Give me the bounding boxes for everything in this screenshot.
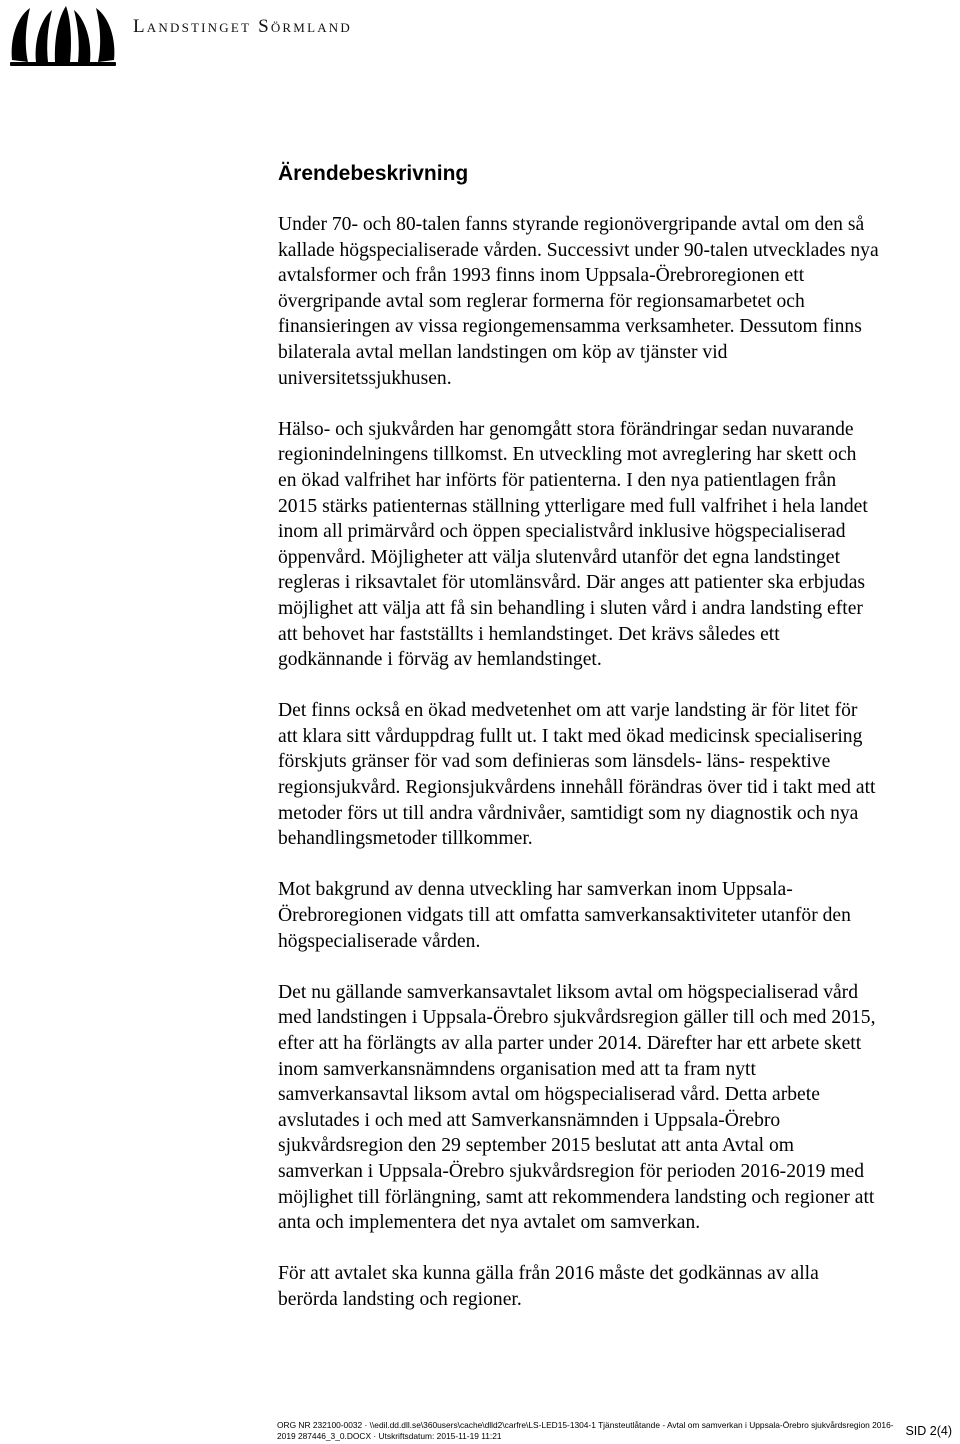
paragraph-line: inom samverkansnämndens organisation med att ta fram nytt — [278, 1058, 756, 1080]
paragraph-line: metoder förs ut till andra vårdnivåer, samtidigt som ny diagnostik och nya — [278, 802, 859, 824]
paragraph-line: att klara sitt vårduppdrag fullt ut. I takt med ökad medicinsk specialisering — [278, 725, 863, 747]
organization-name: Landstinget Sörmland — [133, 16, 352, 37]
paragraph-line: regionsjukvård. Regionsjukvårdens innehåll förändras över tid i takt med att — [278, 777, 876, 799]
paragraph-line: samverkansavtal liksom avtal om högspecialiserad vård. Detta arbete — [278, 1084, 820, 1106]
paragraph-line: Det finns också en ökad medvetenhet om att varje landsting är för litet för — [278, 700, 858, 722]
paragraph-line: finansieringen av vissa regiongemensamma verksamheter. Dessutom finns — [278, 316, 862, 338]
paragraph-line: öppenvård. Möjligheter att välja slutenvård utanför det egna landstinget — [278, 546, 841, 568]
page-number: SID 2(4) — [905, 1424, 952, 1438]
paragraph-line: 2015 stärks patienternas ställning ytterligare med full valfrihet i hela landet — [278, 495, 868, 517]
paragraph-line: med landstingen i Uppsala-Örebro sjukvårdsregion gäller till och med 2015, — [278, 1007, 876, 1029]
paragraph-line: avtalsformer och från 1993 finns inom Uppsala-Örebroregionen ett — [278, 265, 805, 287]
paragraph-line: berörda landsting och regioner. — [278, 1288, 522, 1310]
paragraph-line: godkännande i förväg av hemlandstinget. — [278, 649, 602, 671]
paragraph — [278, 417, 958, 673]
paragraph-line: Det nu gällande samverkansavtalet liksom avtal om högspecialiserad vård — [278, 981, 859, 1003]
paragraph-line: anta och implementera det nya avtalet om samverkan. — [278, 1212, 701, 1234]
landstinget-logo — [8, 4, 118, 68]
paragraph-line: behandlingsmetoder tillkommer. — [278, 828, 533, 850]
paragraph-line: en ökad valfrihet har införts för patienterna. I den nya patientlagen från — [278, 469, 837, 491]
paragraph-line: Mot bakgrund av denna utveckling har samverkan inom Uppsala- — [278, 879, 793, 901]
document-footer — [277, 1420, 894, 1442]
paragraph-line: möjlighet att välja att få sin behandling i sluten vård i andra landsting efter — [278, 597, 863, 619]
paragraph-line: kallade högspecialiserade vården. Successivt under 90-talen utvecklades nya — [278, 239, 879, 261]
paragraph-line: inom all primärvård och öppen specialistvård inklusive högspecialiserad — [278, 521, 846, 543]
paragraph-line: regleras i riksavtalet för utomlänsvård. Där anges att patienter ska erbjudas — [278, 572, 866, 594]
paragraph-line: Under 70- och 80-talen fanns styrande regionövergripande avtal om den så — [278, 214, 865, 235]
paragraph-line: samverkan i Uppsala-Örebro sjukvårdsregion för perioden 2016-2019 med — [278, 1160, 865, 1182]
footer-print-date-line: 2019 287446_3_0.DOCX · Utskriftsdatum: 2015-11-19 11:21 — [277, 1431, 502, 1441]
paragraph-line: bilaterala avtal mellan landstingen om köp av tjänster vid — [278, 341, 728, 363]
paragraph-line: sjukvårdsregion den 29 september 2015 beslutat att anta Avtal om — [278, 1135, 795, 1157]
paragraph — [278, 1261, 958, 1312]
document-body — [278, 212, 958, 1313]
footer-file-path-line: ORG NR 232100-0032 · \\edil.dd.dll.se\360users\cache\dlld2\carfre\LS-LED15-1304-1 Tjänsteutlåtande - Avtal om samverkan i Uppsala-Örebro sjukvårdsregion 2016- — [277, 1420, 894, 1430]
paragraph — [278, 980, 958, 1236]
paragraph-line: att behovet har fastställts i hemlandstinget. Det krävs således ett — [278, 623, 780, 645]
paragraph-line: avslutades i och med att Samverkansnämnden i Uppsala-Örebro — [278, 1109, 781, 1131]
section-heading: Ärendebeskrivning — [278, 162, 469, 185]
paragraph — [278, 877, 958, 954]
paragraph-line: övergripande avtal som reglerar formerna för regionsamarbetet och — [278, 290, 805, 312]
paragraph-line: Hälso- och sjukvården har genomgått stora förändringar sedan nuvarande — [278, 418, 854, 440]
crown-emblem — [10, 6, 116, 66]
paragraph-line: förskjuts gränser för vad som definieras som länsdels- läns- respektive — [278, 751, 831, 773]
paragraph-line: För att avtalet ska kunna gälla från 2016 måste det godkännas av alla — [278, 1263, 819, 1285]
paragraph — [278, 212, 958, 391]
paragraph-line: högspecialiserade vården. — [278, 930, 481, 952]
paragraph-line: efter att ha förlängts av alla parter under 2014. Därefter har ett arbete skett — [278, 1033, 862, 1054]
paragraph-line: universitetssjukhusen. — [278, 367, 452, 389]
paragraph-line: Örebroregionen vidgats till att omfatta samverkansaktiviteter utanför den — [278, 905, 851, 927]
paragraph-line: möjlighet till förlängning, samt att rekommendera landsting och regioner att — [278, 1186, 875, 1208]
paragraph-line: regionindelningens tillkomst. En utveckling mot avreglering har skett och — [278, 444, 857, 466]
paragraph — [278, 698, 958, 852]
